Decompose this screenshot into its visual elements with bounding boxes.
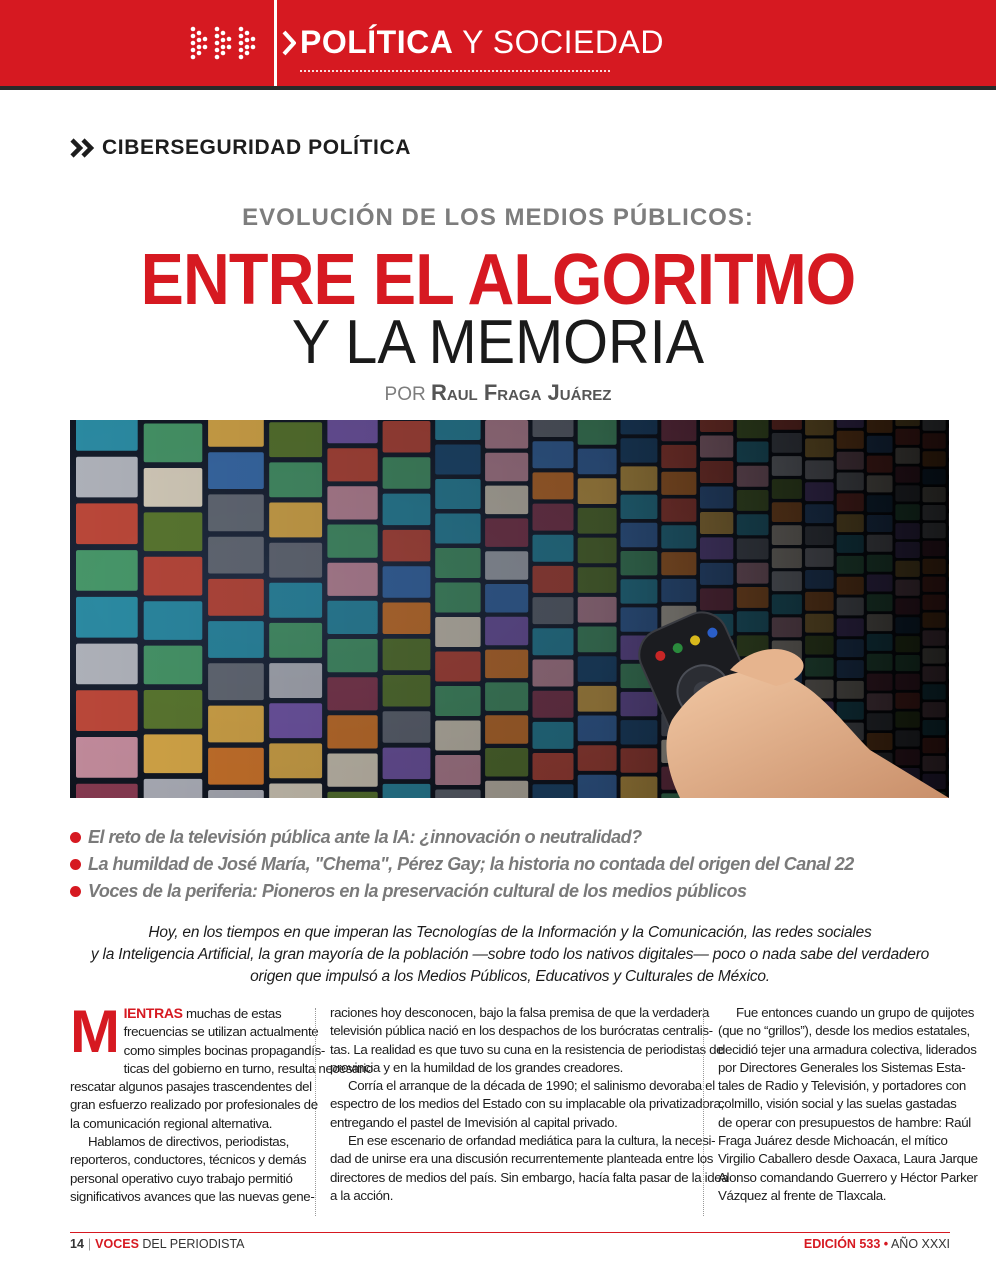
highlight-text: La humildad de José María, "Chema", Pérez Gay; la historia no contada del origen del Canal 22: [88, 854, 854, 874]
body-line: Corría el arranque de la década de 1990; el salinismo devoraba el: [348, 1078, 715, 1094]
body-line: provincia y en la humildad de los grandes creadores.: [330, 1059, 623, 1075]
intro-line: origen que impulsó a los Medios Públicos, Educativos y Culturales de México.: [250, 968, 770, 985]
body-line: frecuencias se utilizan actualmente: [123, 1024, 319, 1040]
body-line: reporteros, conductores, técnicos y demás: [70, 1152, 307, 1168]
body-line: dad de unirse era una discusión recurrentemente planteada entre los: [330, 1151, 714, 1167]
edition-dot: •: [883, 1237, 889, 1251]
subhead: Y LA MEMORIA: [291, 308, 705, 377]
edition-year: AÑO XXXI: [890, 1237, 950, 1251]
magazine-name-strong: VOCES: [95, 1237, 139, 1251]
body-line: rescatar algunos pasajes trascendentes del: [70, 1079, 312, 1095]
body-column-3: [718, 1004, 978, 1205]
body-line: de operar con presupuestos de hambre: Raúl: [718, 1114, 971, 1130]
section-title: [300, 24, 664, 61]
column-divider: [315, 1008, 316, 1216]
body-line: a la acción.: [330, 1187, 394, 1203]
headline: ENTRE EL ALGORITMO: [140, 240, 856, 320]
play-arrows-icon: [190, 26, 256, 60]
body-line: significativos avances que las nuevas gene-: [70, 1188, 315, 1204]
body-line: la comunicación regional alternativa.: [70, 1115, 273, 1131]
intro-paragraph: [70, 922, 950, 988]
bullet-icon: [70, 832, 81, 843]
body-line: Alonso comandando Guerrero y Héctor Parker: [718, 1169, 978, 1185]
magazine-name-light: DEL PERIODISTA: [142, 1237, 245, 1251]
body-line: televisión pública nació en los despachos de los burócratas centralis-: [330, 1023, 713, 1039]
body-line: personal operativo cuyo trabajo permitió: [70, 1170, 293, 1186]
body-line: En ese escenario de orfandad mediática para la cultura, la necesi-: [348, 1133, 716, 1149]
section-banner: [0, 0, 996, 86]
body-line: colmillo, visión social y las suelas gastadas: [718, 1096, 957, 1112]
byline: [0, 380, 996, 406]
body-line: Fraga Juárez desde Michoacán, el mítico: [718, 1133, 948, 1149]
intro-line: Hoy, en los tiempos en que imperan las Tecnologías de la Información y la Comunicación, las redes sociales: [148, 924, 872, 941]
intro-line: y la Inteligencia Artificial, la gran mayoría de la población —sobre todo los nativos digitales— poco o nada sabe del verdadero: [90, 946, 930, 963]
list-item: [70, 878, 950, 905]
body-line: como simples bocinas propagandís-: [123, 1042, 325, 1058]
body-line: tas. La realidad es que tuvo su cuna en la resistencia de periodistas de: [330, 1041, 724, 1057]
footer-folio: [70, 1237, 245, 1251]
body-line: ticas del gobierno en turno, resulta necesario: [123, 1060, 373, 1076]
kicker-text: CIBERSEGURIDAD POLÍTICA: [102, 136, 411, 159]
footer-rule: [70, 1232, 950, 1233]
list-item: [70, 851, 950, 878]
body-line: tales de Radio y Televisión, y portadores con: [718, 1078, 966, 1094]
body-line: directores de medios del país. Sin embargo, hacía falta pasar de la idea: [330, 1169, 729, 1185]
body-line: Vázquez al frente de Tlaxcala.: [718, 1187, 887, 1203]
overline: EVOLUCIÓN DE LOS MEDIOS PÚBLICOS:: [242, 204, 754, 231]
bullet-icon: [70, 859, 81, 870]
body-line: decidió tejer una armadura colectiva, liderados: [718, 1041, 977, 1057]
body-line: gran esfuerzo realizado por profesionales de: [70, 1097, 318, 1113]
body-line: Hablamos de directivos, periodistas,: [88, 1134, 289, 1150]
banner-divider: [274, 0, 277, 86]
body-line: muchas de estas: [182, 1006, 282, 1021]
body-column-2: [330, 1004, 729, 1205]
highlight-text: Voces de la periferia: Pioneros en la preservación cultural de los medios públicos: [88, 881, 747, 901]
column-divider: [703, 1008, 704, 1216]
banner-bottom-rule: [0, 86, 996, 90]
byline-prefix: POR: [384, 384, 426, 405]
chevron-right-icon: [282, 30, 296, 56]
body-line: entregando el pastel de Imevisión al capital privado.: [330, 1114, 618, 1130]
lead-word: IENTRAS: [123, 1005, 183, 1021]
footer-edition: [804, 1237, 950, 1251]
highlights-list: [70, 824, 950, 905]
body-line: espectro de los medios del Estado con su implacable ola privatizadora,: [330, 1096, 724, 1112]
body-line: Fue entonces cuando un grupo de quijotes: [736, 1005, 975, 1020]
page-number: 14: [70, 1237, 84, 1251]
highlight-text: El reto de la televisión pública ante la IA: ¿innovación o neutralidad?: [88, 827, 642, 847]
folio-separator: |: [87, 1237, 92, 1251]
body-line: (que no “grillos”), desde los medios estatales,: [718, 1023, 970, 1039]
double-chevron-icon: [70, 138, 96, 158]
section-title-underline: [300, 70, 610, 72]
byline-author: Raul Fraga Juárez: [431, 380, 612, 405]
section-title-strong: POLÍTICA: [300, 24, 454, 60]
body-line: raciones hoy desconocen, bajo la falsa premisa de que la verdadera: [330, 1005, 710, 1020]
edition-number: EDICIÓN 533: [803, 1237, 881, 1251]
body-line: por Directores Generales los Sistemas Esta-: [718, 1059, 966, 1075]
hero-image: [70, 420, 949, 798]
body-line: Virgilio Caballero desde Oaxaca, Laura Jarque: [718, 1151, 978, 1167]
bullet-icon: [70, 886, 81, 897]
tv-remote-video-wall-image: [70, 420, 949, 798]
section-title-light: Y SOCIEDAD: [462, 24, 664, 60]
kicker: [70, 136, 411, 160]
list-item: [70, 824, 950, 851]
drop-cap: M: [70, 998, 120, 1065]
